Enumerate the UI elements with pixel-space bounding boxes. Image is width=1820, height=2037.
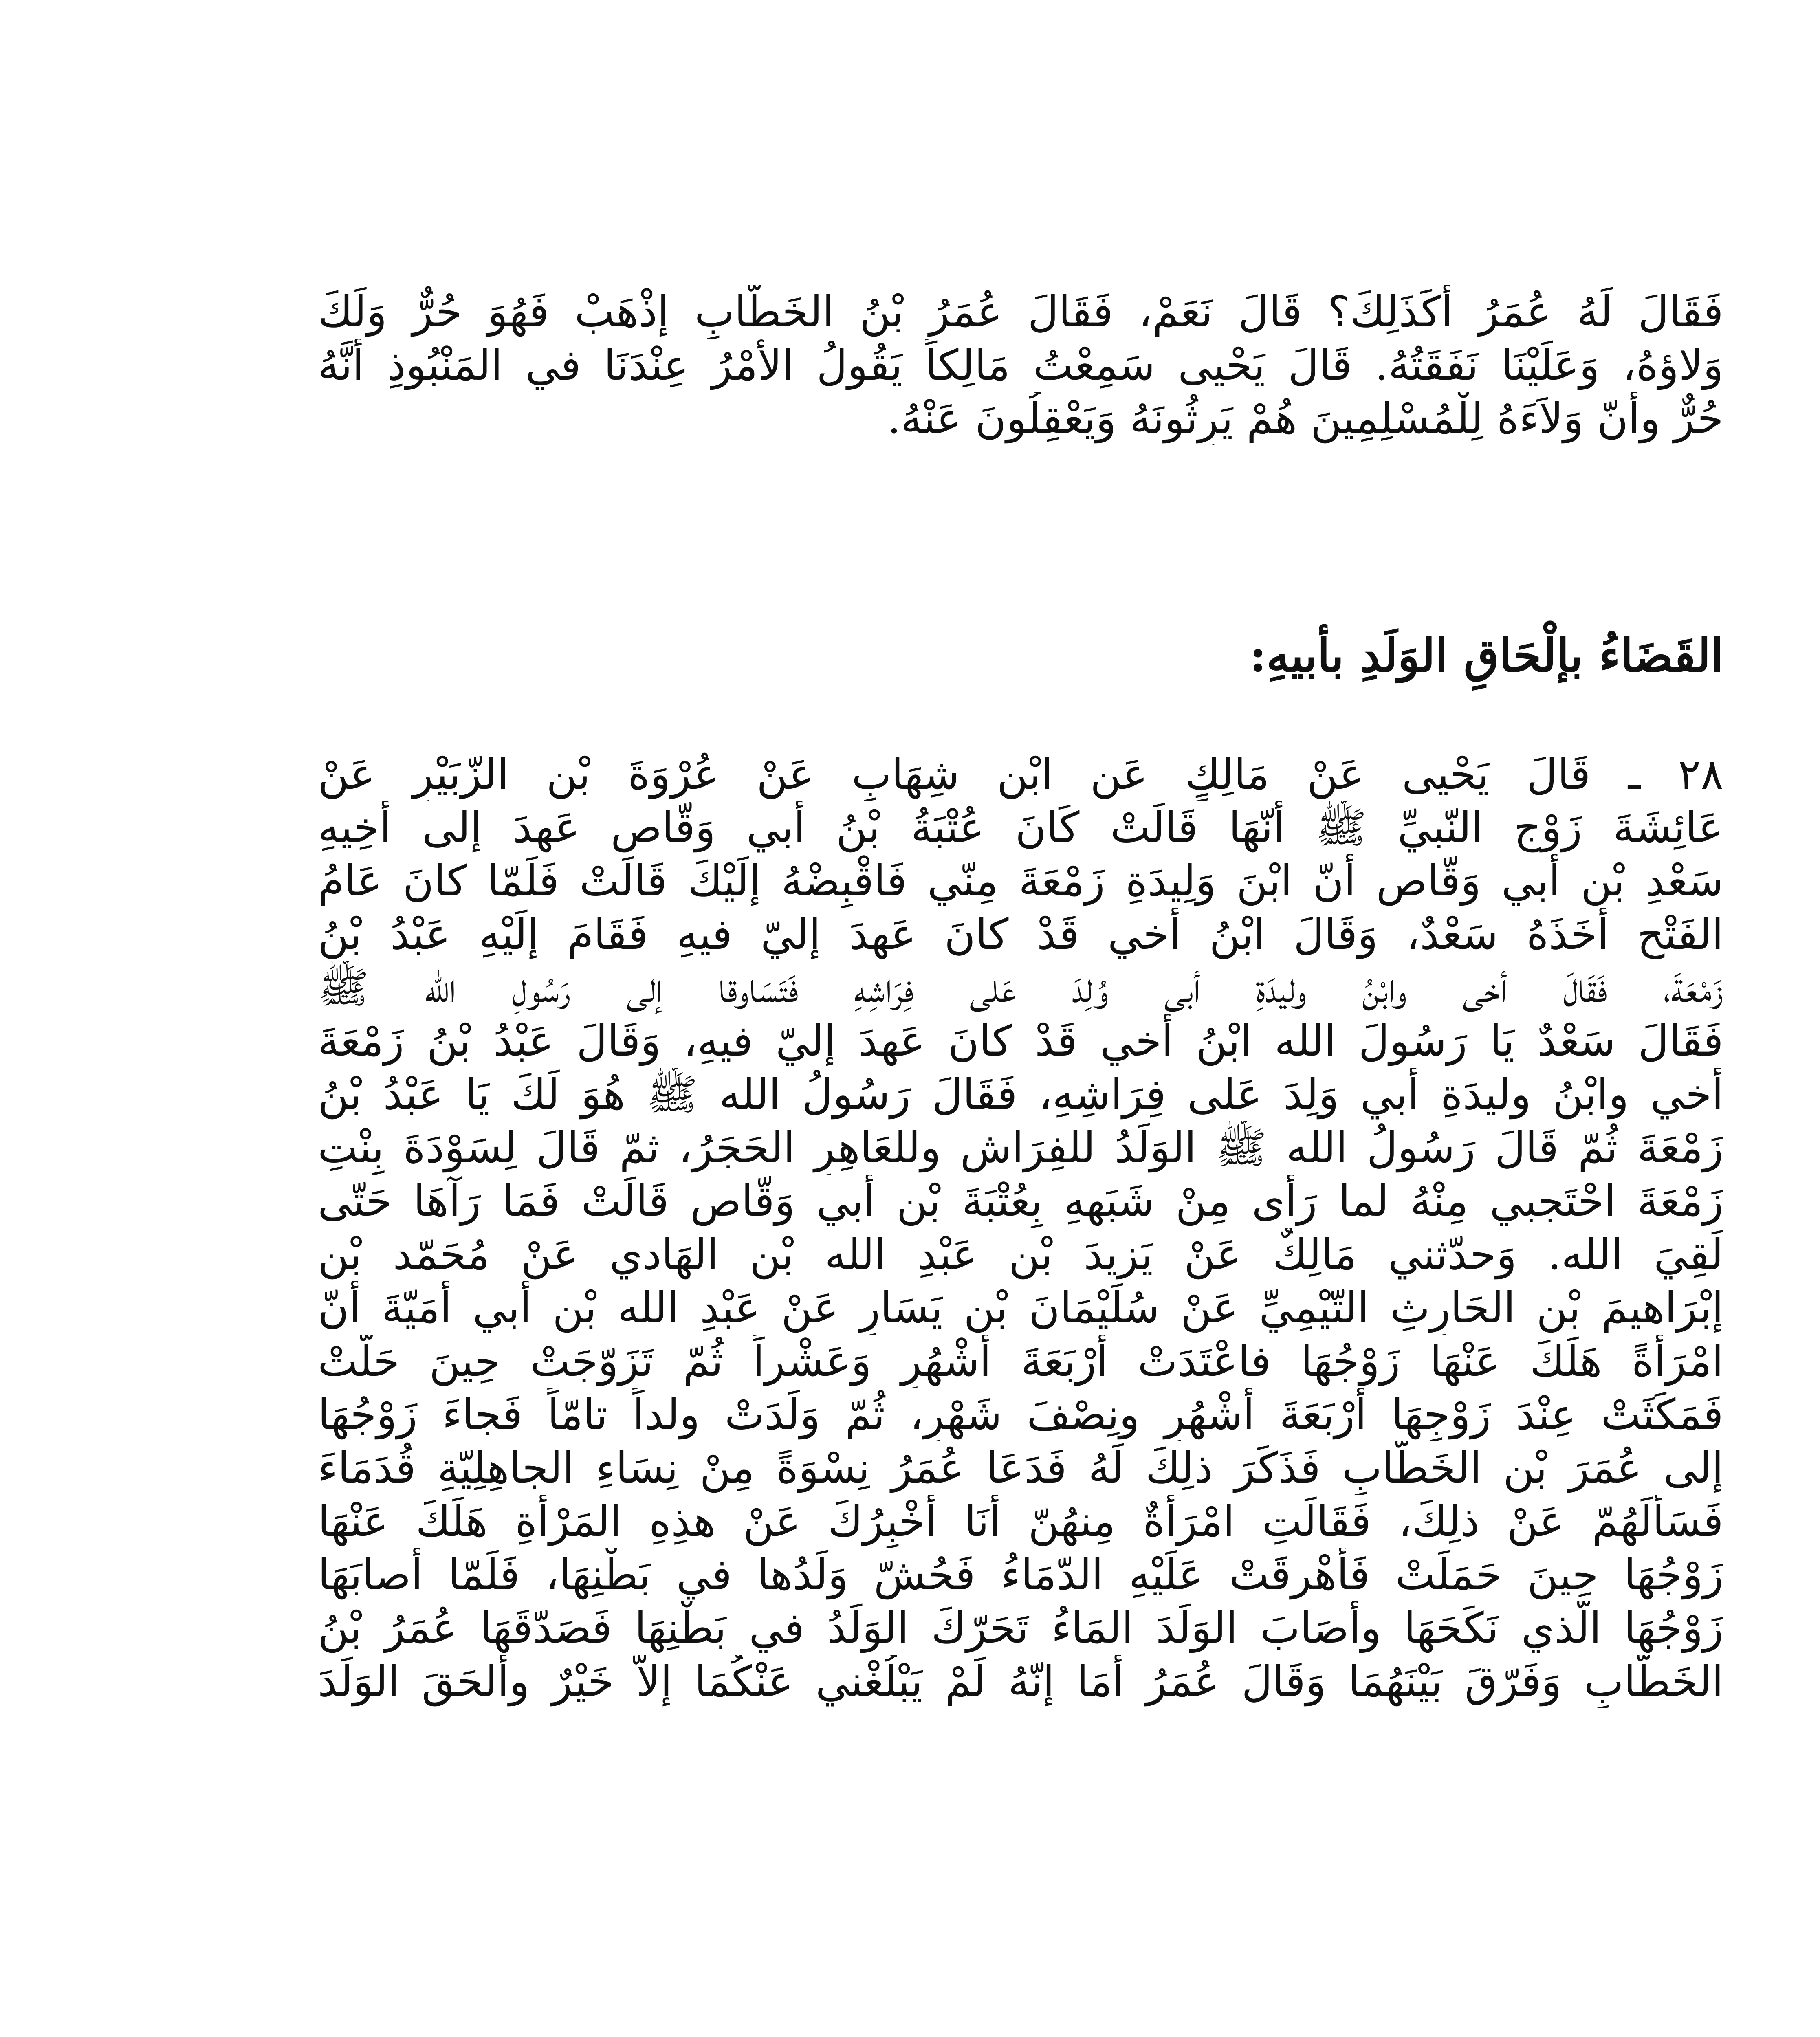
text-line: الخَطّابِ وَفَرّقَ بَيْنَهُمَا وَقَالَ عُمَرُ أمَا إنّهُ لَمْ يَبْلُغْني عَنْكُمَا إلاّ خَيْرٌ وألحَقَ الوَلَدَ (318, 1656, 1723, 1706)
text-line: امْرَأةً هَلَكَ عَنْهَا زَوْجُهَا فاعْتَدَتْ أرْبَعَةَ أشْهُرٍ وَعَشْراً ثُمّ تَزَوّجَتْ حِينَ حَلّتْ (318, 1336, 1723, 1386)
text-line: إبْرَاهيمَ بْنِ الحَارِثِ التّيْمِيِّ عَنْ سُلَيْمَانَ بْنِ يَسَارٍ عَنْ عَبْدِ الله بْنِ أبي أمَيّةَ أنّ (318, 1283, 1723, 1333)
section-heading: القَضَاءُ بإلْحَاقِ الوَلَدِ بأبيهِ: (1249, 629, 1723, 682)
text-line: زَمْعَةَ ثُمّ قَالَ رَسُولُ الله ﷺ الوَلَدُ للفِرَاشِ وللعَاهِرِ الحَجَرُ، ثمّ قَالَ لِسَوْدَةَ بِنْتِ (318, 1123, 1723, 1172)
text-line: فَقَالَ سَعْدٌ يَا رَسُولَ الله ابْنُ أخي قَدْ كانَ عَهِدَ إليّ فيهِ، وَقَالَ عَبْدُ بْنُ زَمْعَةَ (318, 1016, 1723, 1066)
main-paragraph (318, 748, 1723, 1708)
text-line: لَقِيَ الله. وَحدّثني مَالِكٌ عَنْ يَزيدَ بْنِ عَبْدِ الله بْنِ الهَادي عَنْ مُحَمّد بْنِ (318, 1230, 1723, 1279)
text-line: فَمَكَثَتْ عِنْدَ زَوْجِهَا أرْبَعَةَ أشْهُرٍ ونِصْفَ شَهْرٍ، ثُمّ وَلَدَتْ ولداً تامّاً فَجاءَ زَوْجُهَا (318, 1390, 1723, 1439)
text-line: زَمْعَةَ احْتَجبي مِنْهُ لما رَأى مِنْ شَبَهِهِ بِعُتْبَةَ بْنِ أبي وَقّاصٍ قَالَتْ فَمَا رَآهَا حَتّى (318, 1176, 1723, 1226)
text-line: وَلاؤهُ، وَعَلَيْنَا نَفَقَتُهُ. قَالَ يَحْيى سَمِعْتُ مَالِكاً يَقُولُ الأمْرُ عِنْدَنَا في المَنْبُوذِ أنَّهُ (318, 340, 1723, 390)
text-line: ٢٨ ـ قَالَ يَحْيى عَنْ مَالِكٍ عَنِ ابْنِ شِهَابٍ عَنْ عُرْوَةَ بْنِ الزّبَيْرِ عَنْ (318, 749, 1723, 799)
text-line: أخي وابْنُ وليدَةِ أبي وَلِدَ عَلى فِرَاشِهِ، فَقَالَ رَسُولُ الله ﷺ هُوَ لَكَ يَا عَبْدُ بْنُ (318, 1069, 1723, 1119)
text-line: زَوْجُهَا الّذي نَكَحَهَا وأصَابَ الوَلَدَ المَاءُ تَحَرّكَ الوَلَدُ في بَطْنِهَا فَصَدّقَهَا عُمَرُ بْنُ (318, 1603, 1723, 1653)
text-line: فَقَالَ لَهُ عُمَرُ أَكَذَلِكَ؟ قَالَ نَعَمْ، فَقَالَ عُمَرُ بْنُ الخَطّابِ إذْهَبْ فَهُوَ حُرٌّ وَلَكَ (318, 287, 1723, 337)
text-line: الفَتْحِ أخَذَهُ سَعْدٌ، وَقَالَ ابْنُ أخي قَدْ كانَ عَهِدَ إليّ فيهِ فَقَامَ إلَيْهِ عَبْدُ بْنُ (318, 909, 1723, 959)
text-line: زَمْعَةَ، فَقَالَ أخي وابْنُ وليدَةِ أبي وُلِدَ عَلى فِرَاشِهِ فَتَسَاوقا إلى رَسُولِ الله ﷺ (318, 963, 1723, 1012)
text-line: إلى عُمَرَ بْنِ الخَطّابِ فَذَكَرَ ذلِكَ لَهُ فَدَعَا عُمَرُ نِسْوَةً مِنْ نِسَاءِ الجاهِلِيّةِ قُدَمَاءَ (318, 1443, 1723, 1493)
text-line: سَعْدِ بْنِ أبي وَقّاصٍ أنّ ابْنَ وَلِيدَةِ زَمْعَةَ مِنّي فَاقْبِضْهُ إلَيْكَ قَالَتْ فَلَمّا كانَ عَامُ (318, 856, 1723, 906)
text-line: حُرٌّ وأنّ وَلاَءَهُ لِلْمُسْلِمِينَ هُمْ يَرِثُونَهُ وَيَعْقِلُونَ عَنْهُ. (887, 394, 1723, 443)
intro-paragraph (318, 285, 1723, 445)
text-line: زَوْجُهَا حِينَ حَمَلَتْ فَأُهْرِقَتْ عَلَيْهِ الدّمَاءُ فَحُشّ وَلَدُها في بَطْنِهَا، فَلَمّا أصابَهَا (318, 1550, 1723, 1599)
text-line: فَسَألَهُمّ عَنْ ذلِكَ، فَقَالَتِ امْرَأةٌ مِنهُنّ أنَا أخْبِرُكَ عَنْ هذِهِ المَرْأةِ هَلَكَ عَنْهَا (318, 1496, 1723, 1546)
text-line: عَائِشَةَ زَوْجِ النّبيِّ ﷺ أنّهَا قَالَتْ كَانَ عُتْبَةُ بْنُ أبي وَقّاصٍ عَهِدَ إلى أخِيهِ (318, 803, 1723, 852)
